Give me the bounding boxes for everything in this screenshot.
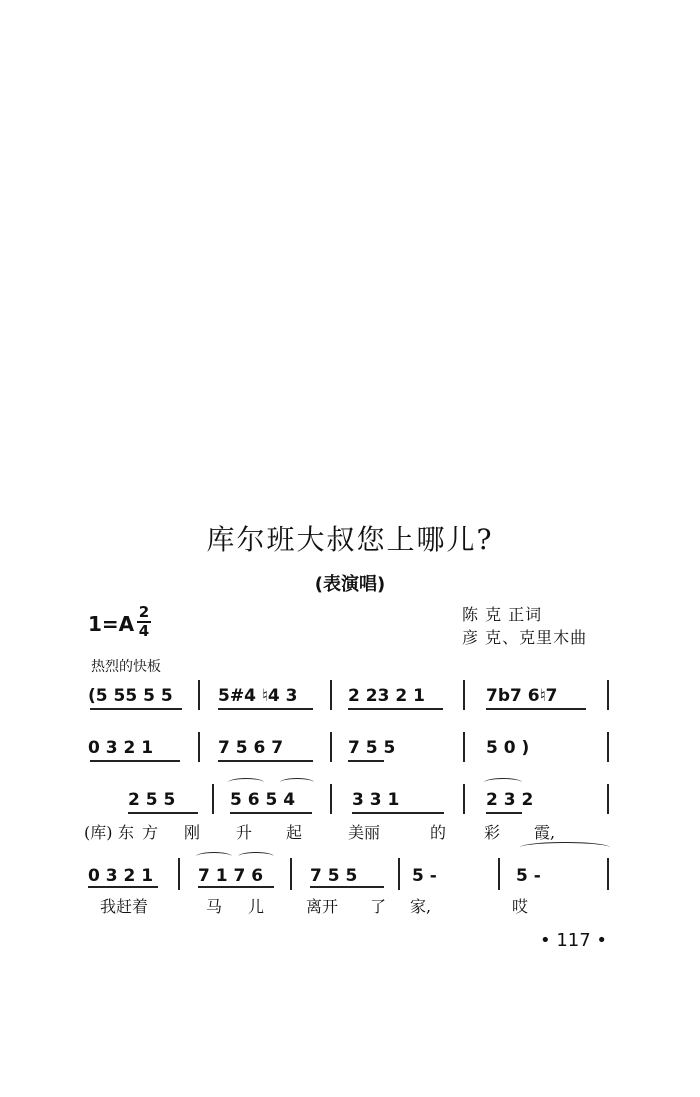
measure-2-3: 7 5 5	[348, 738, 396, 758]
meter-top: 2	[138, 603, 150, 621]
song-subtitle: (表演唱)	[314, 574, 386, 595]
lyric: 离开	[306, 897, 339, 916]
beam-underline	[90, 708, 182, 710]
barline	[398, 858, 400, 890]
beam-underline	[218, 760, 313, 762]
lyric: 彩	[484, 823, 501, 842]
measure-2-2: 7 5 6 7	[218, 738, 284, 758]
slur	[238, 852, 274, 861]
lyric: 我赶着	[100, 897, 149, 916]
page-number: • 117 •	[540, 930, 608, 951]
barline	[607, 732, 609, 762]
measure-3-4: 2 3 2	[486, 790, 534, 810]
lyric: 的	[430, 823, 447, 842]
beam-underline	[486, 708, 586, 710]
measure-1-2: 5#4 ♮4 3	[218, 686, 298, 706]
beam-underline	[348, 708, 443, 710]
barline	[290, 858, 292, 890]
measure-1-1: (5 55 5 5	[88, 686, 173, 706]
lyric: 起	[286, 823, 303, 842]
lyric: 升	[236, 823, 253, 842]
beam-underline	[198, 886, 274, 888]
song-title: 库尔班大叔您上哪儿?	[206, 523, 494, 556]
lyric: 美丽	[348, 823, 381, 842]
key-signature: 1=A	[88, 612, 135, 636]
measure-4-1: 0 3 2 1	[88, 866, 154, 886]
lyric: 家,	[410, 897, 432, 916]
beam-underline	[486, 812, 522, 814]
beam-underline	[310, 886, 384, 888]
measure-3-3: 3 3 1	[352, 790, 400, 810]
slur	[228, 778, 264, 787]
barline	[178, 858, 180, 890]
lyric: 东	[118, 823, 135, 842]
barline	[607, 680, 609, 710]
lyric: 刚	[184, 823, 201, 842]
beam-underline	[128, 812, 198, 814]
measure-3-2: 5 6 5 4	[230, 790, 296, 810]
barline	[607, 858, 609, 890]
slur	[484, 778, 522, 787]
barline	[498, 858, 500, 890]
beam-underline	[88, 886, 158, 888]
time-signature	[137, 604, 151, 640]
barline	[212, 784, 214, 814]
beam-underline	[230, 812, 312, 814]
tempo-marking: 热烈的快板	[91, 659, 161, 675]
barline	[463, 732, 465, 762]
measure-1-3: 2 23 2 1	[348, 686, 425, 706]
composer-credit: 彦 克、克里木曲	[462, 628, 588, 647]
lyric: 哎	[512, 897, 529, 916]
meter-bottom: 4	[138, 622, 150, 640]
tie-slur	[520, 842, 610, 853]
measure-2-1: 0 3 2 1	[88, 738, 154, 758]
barline	[330, 732, 332, 762]
barline	[463, 784, 465, 814]
beam-underline	[348, 760, 384, 762]
barline	[330, 784, 332, 814]
lyricist-credit: 陈 克 正词	[462, 605, 543, 624]
measure-4-2: 7 1 7 6	[198, 866, 264, 886]
lyric: 霞,	[534, 823, 556, 842]
measure-4-4: 5 -	[412, 866, 437, 886]
lyric: 马	[206, 897, 223, 916]
slur	[280, 778, 314, 787]
lyric: 方	[142, 823, 159, 842]
lyric: 儿	[248, 897, 265, 916]
slur	[196, 852, 232, 861]
measure-2-4: 5 0 )	[486, 738, 530, 758]
beam-underline	[352, 812, 444, 814]
barline	[463, 680, 465, 710]
beam-underline	[218, 708, 313, 710]
barline	[198, 732, 200, 762]
measure-4-5: 5 -	[516, 866, 541, 886]
lyric: (库)	[84, 823, 113, 842]
measure-1-4: 7b7 6♮7	[486, 686, 558, 706]
barline	[330, 680, 332, 710]
barline	[198, 680, 200, 710]
measure-4-3: 7 5 5	[310, 866, 358, 886]
lyric: 了	[370, 897, 387, 916]
beam-underline	[90, 760, 180, 762]
measure-3-1: 2 5 5	[128, 790, 176, 810]
barline	[607, 784, 609, 814]
